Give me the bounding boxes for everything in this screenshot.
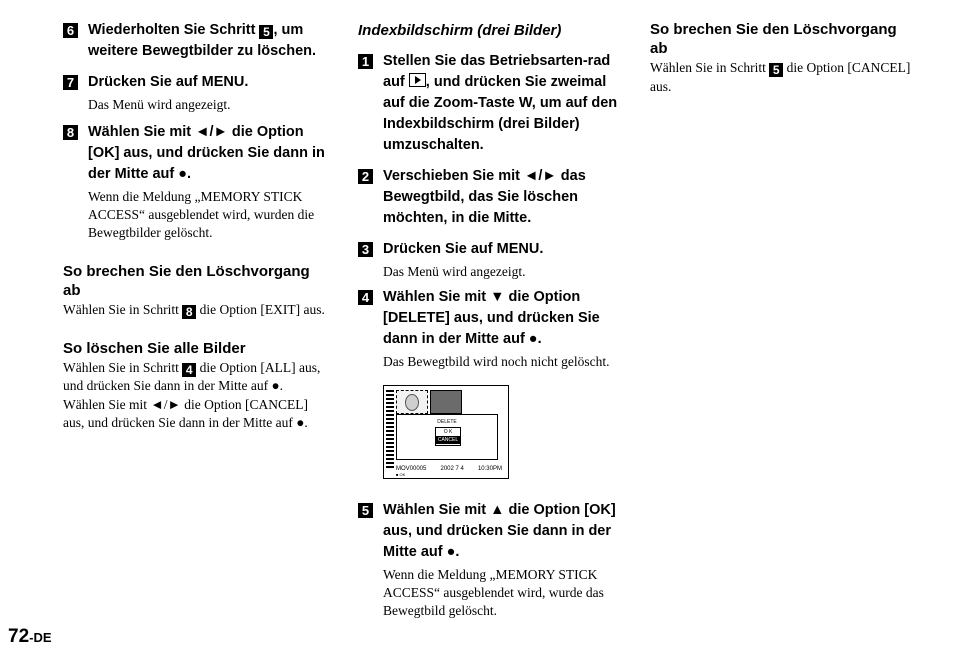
step-reference: 5 xyxy=(769,63,783,77)
step-1 xyxy=(358,51,620,156)
step-number: 1 xyxy=(358,54,373,69)
step-title: Wählen Sie mit ◄/► die Option [OK] aus, und drücken Sie dann in der Mitte auf ●. xyxy=(88,124,325,182)
file-time: 10:30PM xyxy=(477,466,502,472)
step-title: Drücken Sie auf MENU. xyxy=(88,74,249,90)
section-body: Wählen Sie in Schritt 4 die Option [ALL] aus, und drücken Sie dann in der Mitte auf ●. Wählen Sie mit ◄/► die Option [CANCEL] aus, und drücken Sie dann in der Mitte auf ●. xyxy=(63,359,321,430)
column-title: Indexbildschirm (drei Bilder) xyxy=(358,22,562,39)
cancel-section xyxy=(63,262,325,320)
section-body: Wählen Sie in Schritt 8 die Option [EXIT] aus. xyxy=(63,302,325,319)
status-bar xyxy=(396,466,502,472)
step-8 xyxy=(63,122,325,185)
file-date: 2002 7 4 xyxy=(440,466,464,472)
step-4 xyxy=(358,287,620,350)
file-name: MOV00005 xyxy=(396,466,427,472)
step-title: Wählen Sie mit ▲ die Option [OK] aus, und drücken Sie dann in der Mitte auf ●. xyxy=(383,502,616,560)
screen-illustration xyxy=(358,385,620,479)
delete-all-section xyxy=(63,339,325,433)
step-note: Das Bewegtbild wird noch nicht gelöscht. xyxy=(383,354,610,369)
step-title: Verschieben Sie mit ◄/► das Bewegtbild, das Sie löschen möchten, in die Mitte. xyxy=(383,168,586,226)
step-note: Wenn die Meldung „MEMORY STICK ACCESS“ ausgeblendet wird, wurde das Bewegtbild gelöscht. xyxy=(383,567,604,618)
dialog-options xyxy=(435,427,461,446)
step-2 xyxy=(358,166,620,229)
thumbnail-selected xyxy=(396,390,428,414)
playback-icon xyxy=(409,73,426,87)
cancel-section xyxy=(650,20,912,96)
thumbnail xyxy=(430,390,462,414)
column-right xyxy=(650,20,912,96)
step-title: Stellen Sie das Betriebsarten-rad auf , und drücken Sie zweimal auf die Zoom-Taste W, um auf den Indexbildschirm (drei Bilder) umzuschalten. xyxy=(383,53,618,153)
step-number: 8 xyxy=(63,125,78,140)
page-number: 72-DE xyxy=(8,626,52,647)
portrait-image xyxy=(405,394,419,411)
dialog-title: DELETE xyxy=(437,419,457,425)
step-reference: 4 xyxy=(182,363,196,377)
step-note: Das Menü wird angezeigt. xyxy=(88,97,231,112)
step-reference: 5 xyxy=(259,25,273,39)
cancel-option: CANCEL xyxy=(437,437,459,443)
section-heading: So brechen Sie den Löschvorgang ab xyxy=(63,263,310,299)
step-note: Wenn die Meldung „MEMORY STICK ACCESS“ ausgeblendet wird, wurden die Bewegtbilder gelöscht. xyxy=(88,189,315,240)
step-3 xyxy=(358,239,620,260)
step-title: Wählen Sie mit ▼ die Option [DELETE] aus, und drücken Sie dann in der Mitte auf ●. xyxy=(383,289,600,347)
section-body: Wählen Sie in Schritt 5 die Option [CANCEL] aus. xyxy=(650,60,911,94)
step-title: Drücken Sie auf MENU. xyxy=(383,241,544,257)
lcd-screen xyxy=(383,385,509,479)
section-heading: So löschen Sie alle Bilder xyxy=(63,339,246,357)
step-number: 6 xyxy=(63,23,78,38)
column-middle xyxy=(358,20,620,620)
step-number: 7 xyxy=(63,75,78,90)
delete-dialog xyxy=(396,414,498,460)
step-5 xyxy=(358,500,620,563)
step-reference: 8 xyxy=(182,305,196,319)
column-left xyxy=(63,20,325,433)
step-title: Wiederholten Sie Schritt 5 , um weitere Bewegtbilder zu löschen. xyxy=(88,22,317,59)
step-number: 4 xyxy=(358,290,373,305)
film-strip xyxy=(386,390,394,470)
section-heading: So brechen Sie den Löschvorgang ab xyxy=(650,21,897,57)
step-number: 2 xyxy=(358,169,373,184)
step-7 xyxy=(63,72,325,93)
ok-option: O K xyxy=(443,429,453,435)
step-number: 5 xyxy=(358,503,373,518)
step-number: 3 xyxy=(358,242,373,257)
step-6 xyxy=(63,20,325,62)
status-sub: ■ OK xyxy=(396,472,406,477)
step-note: Das Menü wird angezeigt. xyxy=(383,264,526,279)
